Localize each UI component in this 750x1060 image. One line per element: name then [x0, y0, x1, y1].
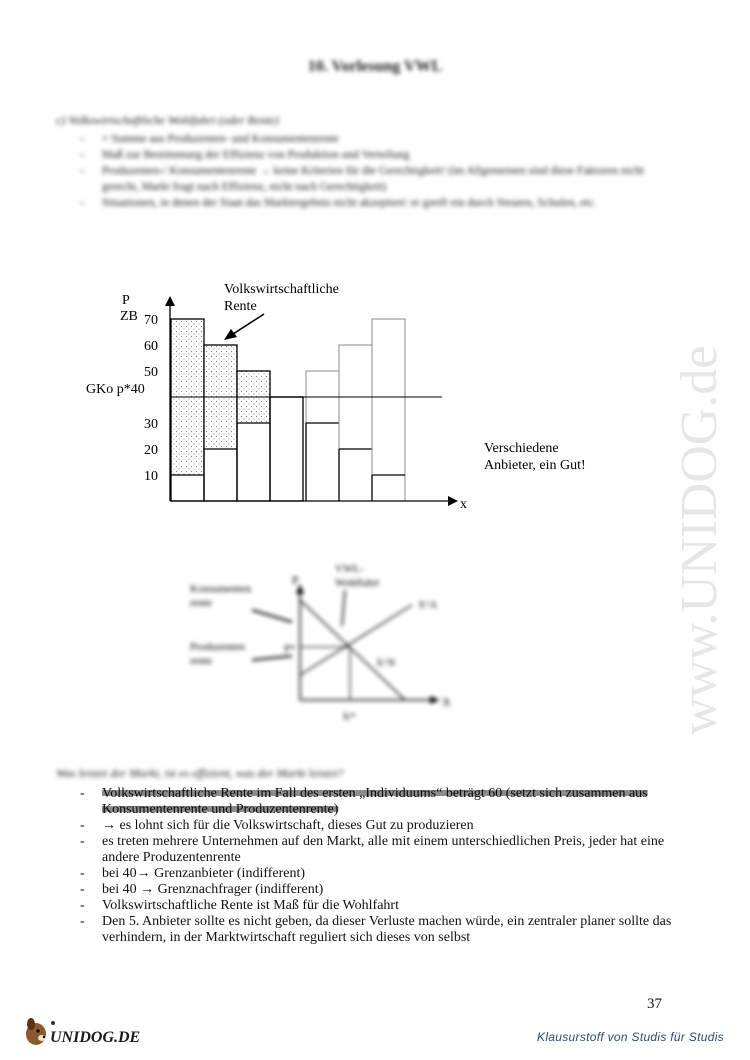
producer-surplus-area	[204, 397, 237, 449]
list-item: - bei 40→ Grenzanbieter (indifferent)	[76, 866, 676, 882]
demand-curve	[300, 600, 405, 700]
paw-icon	[51, 1021, 55, 1025]
footer-text: Klausurstoff von Studis für Studis	[537, 1030, 724, 1044]
y-tick-label: 50	[144, 365, 158, 380]
supply-label: X^A	[418, 600, 438, 611]
list-item: - Volkswirtschaftliche Rente ist Maß für die Wohlfahrt	[76, 898, 676, 914]
y-label-zb: ZB	[120, 309, 138, 324]
page-title: 10. Vorlesung VWL	[307, 58, 443, 75]
y-tick-label: 30	[144, 417, 158, 432]
consumer-surplus-area	[171, 319, 204, 397]
x-axis-arrow	[448, 496, 458, 506]
list-item: - → es lohnt sich für die Volkswirtschaft, dieses Gut zu produzieren	[76, 818, 676, 834]
produzenten-label: Produzenten	[190, 641, 245, 653]
demand-label: X^N	[376, 658, 396, 669]
bottom-bullet-list	[76, 786, 676, 946]
section-heading: c) Volkswirtschaftliche Wohlfahrt (oder Rente)	[56, 113, 279, 127]
vwl-label: VWL-	[335, 563, 364, 575]
y-tick-label: 10	[144, 469, 158, 484]
bar	[372, 319, 405, 501]
left-bars	[171, 319, 303, 501]
annotation-arrow	[230, 314, 264, 336]
y-tick-label: 60	[144, 339, 158, 354]
y-tick-labels	[144, 313, 158, 484]
x-axis-label: X	[442, 695, 451, 709]
watermark	[660, 280, 740, 740]
consumer-surplus-area	[204, 345, 237, 397]
y-tick-label: 20	[144, 443, 158, 458]
page-number: 37	[647, 996, 662, 1012]
p-axis-label: P	[292, 573, 299, 587]
list-item: - Produzenten-/ Konsumentenrente → keine Kriterien für die Gerechtigkeit! (im Allgemeinen sind diese Faktoren nicht gerecht, Markt fragt nach Effizienz, nicht nach Gerechtigkeit)	[76, 163, 676, 195]
bar	[270, 397, 303, 501]
annotation-line2: Rente	[224, 299, 257, 314]
svg-text:Wohlfahrt: Wohlfahrt	[335, 577, 380, 589]
right-bars	[306, 319, 405, 501]
producer-surplus-area	[171, 397, 204, 475]
svg-text:rente: rente	[190, 655, 212, 667]
x-star-label: X*	[342, 711, 356, 723]
surplus-bar-chart	[80, 270, 660, 525]
konsumenten-label: Konsumenten	[190, 583, 252, 595]
list-item: - Situationen, in denen der Staat das Marktergebnis nicht akzeptiert: er greift ein durch Steuern, Schulen, etc.	[76, 195, 676, 211]
x-label: x	[460, 497, 467, 512]
p-star-label: P*	[284, 643, 296, 655]
producer-surplus-area	[237, 397, 270, 423]
annotation-arrowhead	[224, 329, 237, 340]
bar	[339, 345, 372, 501]
subheading: Was leistet der Markt, ist es effizient, was der Markt leistet?	[56, 766, 344, 780]
supply-demand-diagram	[180, 560, 480, 730]
intro-bullet-list	[76, 131, 676, 211]
y-axis-arrow	[165, 296, 175, 306]
y-label-p: P	[122, 293, 130, 308]
annotation-line1: Volkswirtschaftliche	[224, 282, 339, 297]
list-item: - bei 40 → Grenznachfrager (indifferent)	[76, 882, 676, 898]
list-item: - es treten mehrere Unternehmen auf den Markt, alle mit einem unterschiedlichen Preis, jeder hat eine andere Produzentenrente	[76, 834, 676, 866]
side-note-line2: Anbieter, ein Gut!	[484, 458, 586, 473]
list-item: - Maß zur Bestimmung der Effizienz von Produktion und Verteilung	[76, 147, 676, 163]
list-item	[76, 786, 676, 818]
bar	[306, 371, 339, 501]
svg-text:rente: rente	[190, 597, 212, 609]
y-tick-label: 70	[144, 313, 158, 328]
unidog-logo	[22, 1010, 152, 1050]
dog-icon	[26, 1018, 46, 1045]
watermark-text: www.UNIDOG.de	[671, 345, 728, 735]
list-item: - = Summe aus Produzenten- und Konsumentenrente	[76, 131, 676, 147]
list-item-text: Volkswirtschaftliche Rente im Fall des ersten „Individuums“ beträgt 60 (setzt sich zusammen aus Konsumentenrente und Produzentenrente)	[102, 786, 648, 817]
consumer-surplus-area	[237, 371, 270, 397]
logo-text: UNIDOG.DE	[50, 1029, 141, 1046]
side-note-line1: Verschiedene	[484, 441, 559, 456]
list-item: - Den 5. Anbieter sollte es nicht geben, da dieser Verluste machen würde, ein zentraler planer sollte das verhindern, in der Marktwirtschaft reguliert sich dieses von selbst	[76, 914, 676, 946]
gko-label: GKo p*40	[86, 382, 145, 397]
